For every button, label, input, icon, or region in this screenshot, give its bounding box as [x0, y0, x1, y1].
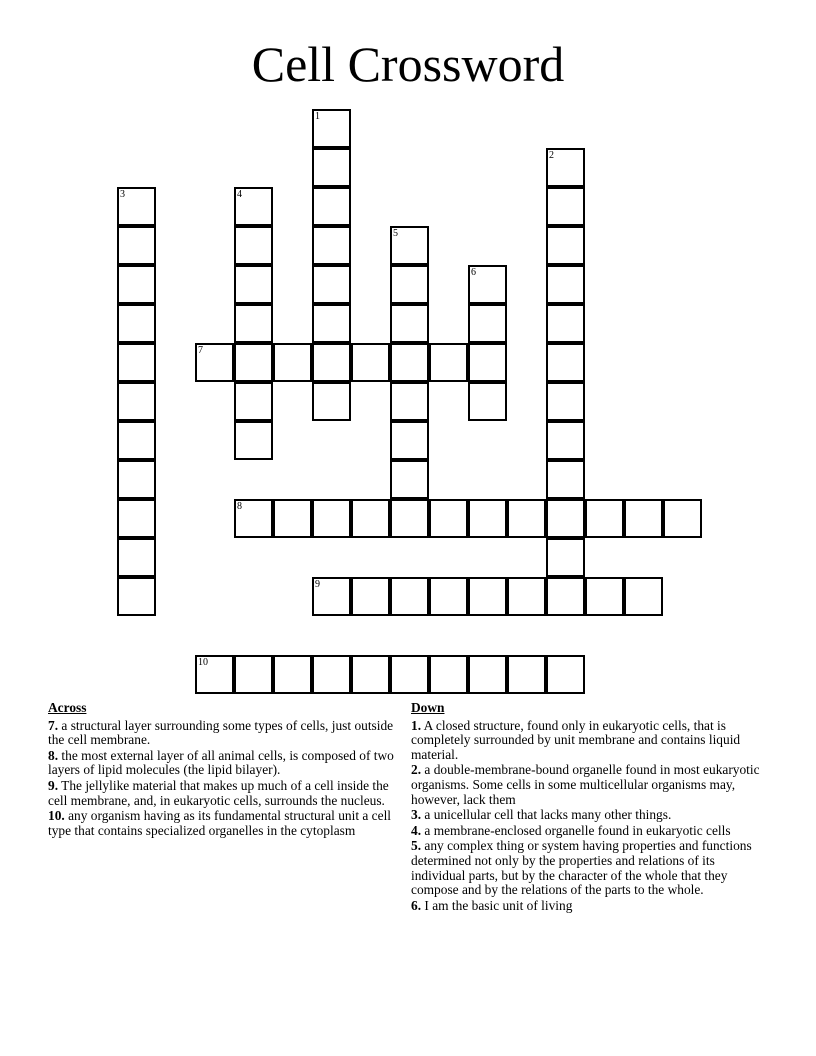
crossword-cell[interactable]: [624, 577, 663, 616]
clue-text: a membrane-enclosed organelle found in eukaryotic cells: [424, 822, 731, 838]
clue-number-label: 7: [198, 345, 203, 356]
crossword-cell[interactable]: [546, 577, 585, 616]
crossword-cell[interactable]: [507, 655, 546, 694]
crossword-cell[interactable]: [390, 226, 429, 265]
clue-text: any organism having as its fundamental structural unit a cell type that contains specialized organelles in the cytoplasm: [48, 808, 392, 838]
down-clues: [411, 701, 761, 914]
across-clue: [48, 719, 398, 748]
crossword-cell[interactable]: [351, 499, 390, 538]
down-clue: [411, 824, 761, 839]
crossword-cell[interactable]: [546, 187, 585, 226]
clue-number: 4.: [411, 822, 422, 838]
crossword-cell[interactable]: [546, 421, 585, 460]
crossword-cell[interactable]: [312, 109, 351, 148]
crossword-cell[interactable]: [546, 460, 585, 499]
crossword-cell[interactable]: [468, 382, 507, 421]
crossword-cell[interactable]: [546, 499, 585, 538]
crossword-cell[interactable]: [234, 655, 273, 694]
crossword-cell[interactable]: [234, 304, 273, 343]
crossword-cell[interactable]: [312, 382, 351, 421]
clue-number: 9.: [48, 777, 59, 793]
crossword-cell[interactable]: [312, 343, 351, 382]
across-clue: [48, 809, 398, 838]
clue-text: I am the basic unit of living: [424, 897, 573, 913]
crossword-cell[interactable]: [312, 304, 351, 343]
clue-number-label: 8: [237, 501, 242, 512]
crossword-cell[interactable]: [546, 304, 585, 343]
crossword-cell[interactable]: [117, 343, 156, 382]
crossword-cell[interactable]: [234, 343, 273, 382]
down-clue: [411, 719, 761, 763]
crossword-cell[interactable]: [585, 499, 624, 538]
crossword-cell[interactable]: [234, 382, 273, 421]
crossword-cell[interactable]: [507, 577, 546, 616]
crossword-cell[interactable]: [312, 148, 351, 187]
crossword-cell[interactable]: [546, 655, 585, 694]
clue-number-label: 6: [471, 267, 476, 278]
crossword-cell[interactable]: [546, 148, 585, 187]
crossword-cell[interactable]: [117, 187, 156, 226]
crossword-cell[interactable]: [468, 499, 507, 538]
crossword-cell[interactable]: [429, 343, 468, 382]
clue-number-label: 1: [315, 111, 320, 122]
crossword-cell[interactable]: [117, 460, 156, 499]
crossword-cell[interactable]: [234, 187, 273, 226]
crossword-cell[interactable]: [351, 343, 390, 382]
crossword-cell[interactable]: [273, 655, 312, 694]
clue-number: 8.: [48, 747, 59, 763]
clue-text: a unicellular cell that lacks many other things.: [424, 807, 672, 823]
crossword-cell[interactable]: [546, 343, 585, 382]
clue-number-label: 2: [549, 150, 554, 161]
down-clue: [411, 899, 761, 914]
crossword-cell[interactable]: [390, 577, 429, 616]
crossword-cell[interactable]: [117, 577, 156, 616]
crossword-cell[interactable]: [468, 343, 507, 382]
crossword-cell[interactable]: [234, 499, 273, 538]
crossword-cell[interactable]: [117, 538, 156, 577]
crossword-cell[interactable]: [546, 538, 585, 577]
clue-number-label: 5: [393, 228, 398, 239]
clue-text: the most external layer of all animal cells, is composed of two layers of lipid molecules (the lipid bilayer).: [48, 747, 394, 778]
crossword-cell[interactable]: [507, 499, 546, 538]
crossword-cell[interactable]: [468, 304, 507, 343]
crossword-cell[interactable]: [390, 382, 429, 421]
crossword-cell[interactable]: [117, 226, 156, 265]
crossword-cell[interactable]: [312, 499, 351, 538]
crossword-cell[interactable]: [429, 499, 468, 538]
crossword-cell[interactable]: [273, 343, 312, 382]
crossword-cell[interactable]: [234, 226, 273, 265]
crossword-cell[interactable]: [312, 577, 351, 616]
crossword-cell[interactable]: [195, 343, 234, 382]
crossword-cell[interactable]: [468, 265, 507, 304]
crossword-cell[interactable]: [117, 265, 156, 304]
clue-text: any complex thing or system having properties and functions determined not only by the properties and relations of its individual parts, but by the character of the whole that they compose and by the relations of the parts to the whole.: [411, 838, 752, 898]
crossword-cell[interactable]: [312, 187, 351, 226]
crossword-cell[interactable]: [351, 655, 390, 694]
clue-number: 3.: [411, 807, 422, 823]
clue-number: 5.: [411, 838, 422, 854]
crossword-cell[interactable]: [195, 655, 234, 694]
crossword-cell[interactable]: [468, 655, 507, 694]
clue-text: a double-membrane-bound organelle found in most eukaryotic organisms. Some cells in some multicellular organisms may, however, lack them: [411, 762, 760, 807]
crossword-cell[interactable]: [468, 577, 507, 616]
crossword-cell[interactable]: [585, 577, 624, 616]
clue-text: a structural layer surrounding some types of cells, just outside the cell membrane.: [48, 717, 394, 748]
crossword-cell[interactable]: [312, 655, 351, 694]
crossword-cell[interactable]: [390, 304, 429, 343]
down-clue: [411, 763, 761, 807]
down-clue: [411, 808, 761, 823]
down-heading: Down: [411, 700, 445, 715]
crossword-cell[interactable]: [390, 499, 429, 538]
crossword-cell[interactable]: [390, 655, 429, 694]
clue-number: 2.: [411, 762, 422, 778]
crossword-cell[interactable]: [351, 577, 390, 616]
crossword-cell[interactable]: [312, 265, 351, 304]
crossword-cell[interactable]: [624, 499, 663, 538]
crossword-cell[interactable]: [390, 343, 429, 382]
clue-text: A closed structure, found only in eukaryotic cells, that is completely surrounded by unit membrane and contains liquid material.: [411, 717, 741, 762]
clue-number: 1.: [411, 717, 422, 733]
crossword-cell[interactable]: [429, 655, 468, 694]
crossword-cell[interactable]: [117, 304, 156, 343]
clue-number: 7.: [48, 717, 59, 733]
crossword-cell[interactable]: [117, 421, 156, 460]
across-heading: Across: [48, 700, 87, 715]
down-clue: [411, 839, 761, 897]
crossword-cell[interactable]: [429, 577, 468, 616]
crossword-cell[interactable]: [312, 226, 351, 265]
clue-number-label: 9: [315, 579, 320, 590]
crossword-cell[interactable]: [546, 265, 585, 304]
crossword-cell[interactable]: [390, 265, 429, 304]
page-title: Cell Crossword: [251, 36, 565, 92]
crossword-cell[interactable]: [546, 226, 585, 265]
crossword-cell[interactable]: [390, 460, 429, 499]
clue-text: The jellylike material that makes up much of a cell inside the cell membrane, and, in eukaryotic cells, surrounds the nucleus.: [48, 777, 389, 808]
crossword-cell[interactable]: [663, 499, 702, 538]
clue-number: 10.: [48, 808, 65, 824]
crossword-cell[interactable]: [117, 382, 156, 421]
clue-number: 6.: [411, 897, 422, 913]
crossword-cell[interactable]: [234, 421, 273, 460]
crossword-cell[interactable]: [273, 499, 312, 538]
across-clues: [48, 701, 398, 839]
across-clue: [48, 779, 398, 808]
clue-number-label: 10: [198, 657, 208, 668]
clue-number-label: 4: [237, 189, 242, 200]
crossword-cell[interactable]: [390, 421, 429, 460]
crossword-cell[interactable]: [234, 265, 273, 304]
across-clue: [48, 749, 398, 778]
clue-number-label: 3: [120, 189, 125, 200]
crossword-cell[interactable]: [117, 499, 156, 538]
crossword-cell[interactable]: [546, 382, 585, 421]
